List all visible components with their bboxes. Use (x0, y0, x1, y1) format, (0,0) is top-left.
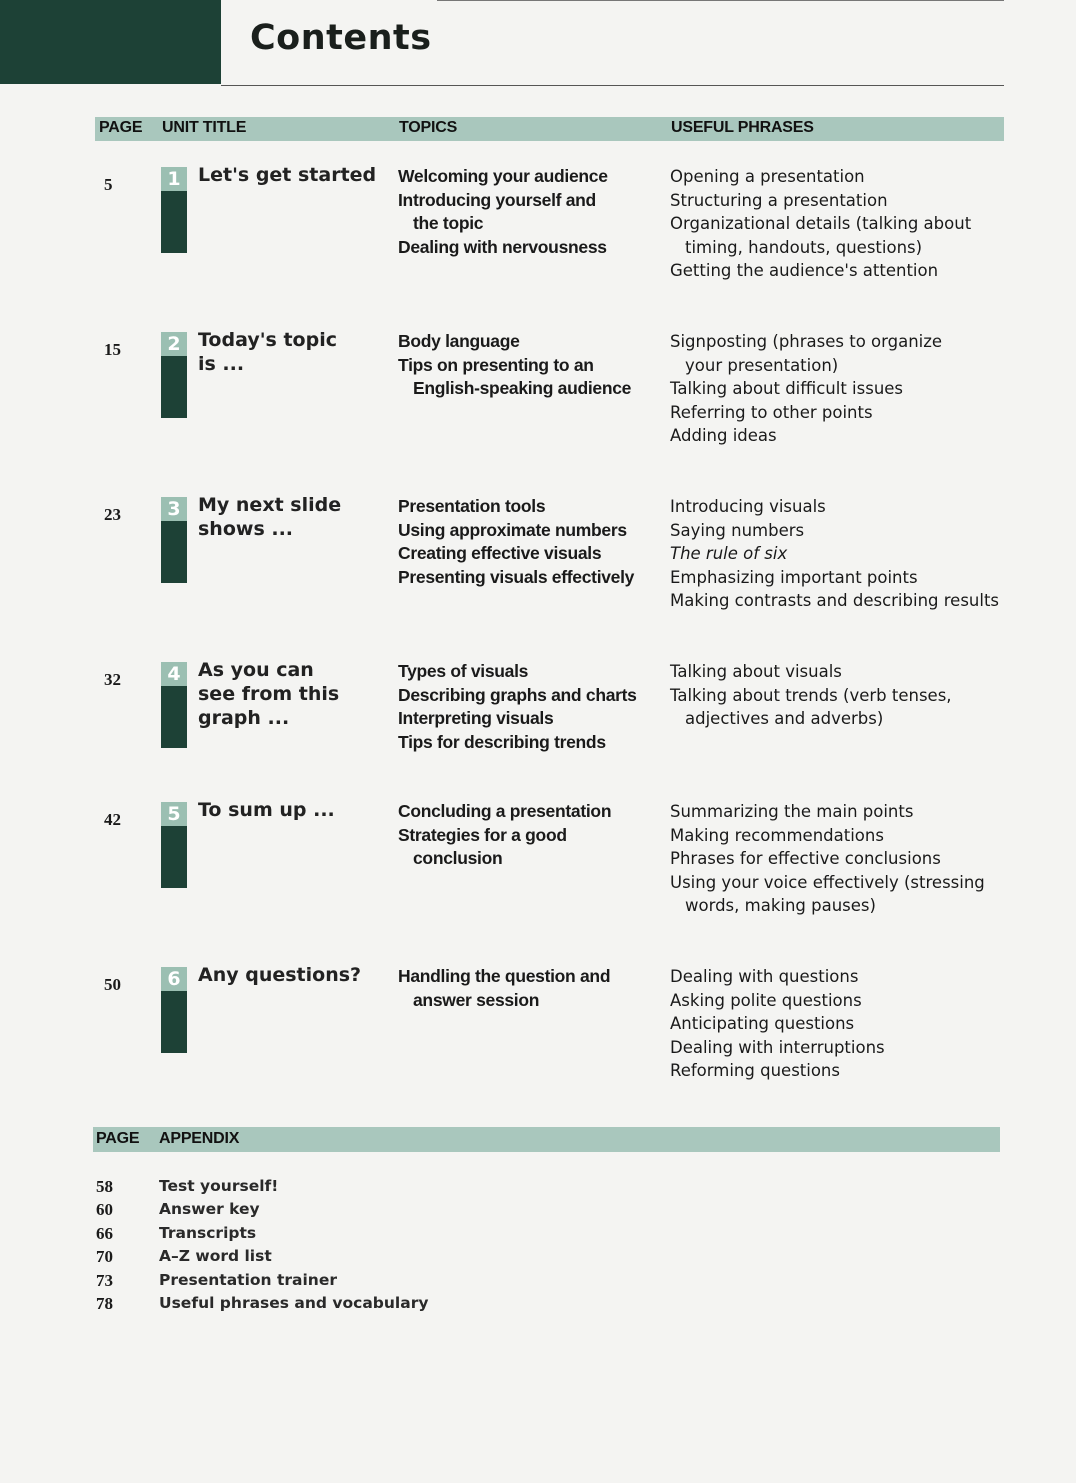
topic-item: Strategies for a good (398, 824, 567, 845)
unit-phrases (670, 165, 971, 283)
phrase-item: Structuring a presentation (670, 190, 888, 210)
phrase-item: The rule of six (670, 544, 788, 563)
unit-number-badge: 3 (161, 497, 187, 521)
phrase-item: Phrases for effective conclusions (670, 849, 941, 868)
topic-item: Tips for describing trends (398, 731, 606, 752)
topic-item: Describing graphs and charts (398, 684, 637, 705)
phrase-item: Summarizing the main points (670, 802, 914, 821)
appendix-page-number: 58 (96, 1177, 113, 1196)
top-rule (437, 0, 1004, 1)
topic-item: Welcoming your audience (398, 166, 608, 186)
unit-number-badge: 5 (161, 802, 187, 826)
unit-topics (398, 660, 637, 754)
unit-phrases (670, 800, 985, 918)
phrase-item: Referring to other points (670, 402, 873, 422)
unit-page-number[interactable]: 23 (104, 505, 121, 524)
phrase-item: Talking about trends (verb tenses, (670, 685, 952, 705)
appendix-title: Test yourself! (159, 1177, 279, 1195)
topic-item: Creating effective visuals (398, 543, 602, 563)
appendix-header-title: APPENDIX (159, 1130, 240, 1147)
unit-phrases (670, 660, 952, 731)
topic-item: Using approximate numbers (398, 519, 627, 540)
header-useful-phrases: USEFUL PHRASES (671, 119, 814, 136)
unit-page-number[interactable]: 15 (104, 340, 121, 359)
phrase-item: Getting the audience's attention (670, 261, 939, 280)
topic-item: conclusion (413, 848, 503, 868)
appendix-title: Transcripts (159, 1224, 257, 1242)
phrase-item: Emphasizing important points (670, 567, 918, 587)
unit-title[interactable]: Today's topic is ... (198, 329, 337, 375)
unit-page-number[interactable]: 42 (104, 810, 121, 829)
topic-item: Body language (398, 331, 520, 351)
phrase-item: words, making pauses) (685, 896, 876, 915)
unit-topics (398, 495, 634, 589)
topic-item: Presentation tools (398, 496, 546, 516)
phrase-item: Adding ideas (670, 426, 777, 445)
unit-title[interactable]: As you can see from this graph ... (198, 659, 340, 729)
appendix-title: Answer key (159, 1200, 260, 1218)
topic-item: answer session (413, 989, 540, 1010)
topic-item: Introducing yourself and (398, 189, 596, 210)
phrase-item: Making contrasts and describing results (670, 591, 1000, 610)
header-page: PAGE (99, 119, 143, 136)
topic-item: Tips on presenting to an (398, 354, 594, 375)
appendix-header-page: PAGE (96, 1130, 140, 1147)
topic-item: English-speaking audience (413, 378, 632, 398)
page-title: Contents (250, 18, 432, 58)
appendix-page-number: 78 (96, 1294, 113, 1313)
unit-number-badge: 2 (161, 332, 187, 356)
phrase-item: Dealing with questions (670, 967, 859, 986)
unit-phrases (670, 495, 999, 613)
unit-title[interactable]: My next slide shows ... (198, 494, 342, 540)
appendix-title: Useful phrases and vocabulary (159, 1294, 429, 1312)
topic-item: Types of visuals (398, 661, 529, 681)
unit-number-badge: 1 (161, 167, 187, 191)
phrase-item: Introducing visuals (670, 497, 826, 516)
appendix-item[interactable] (0, 1294, 1076, 1317)
phrase-item: adjectives and adverbs) (685, 709, 884, 728)
appendix-page-number: 70 (96, 1247, 113, 1266)
phrase-item: Talking about visuals (670, 662, 842, 681)
phrase-item: Reforming questions (670, 1061, 840, 1080)
appendix-page-number: 66 (96, 1224, 113, 1243)
phrase-item: timing, handouts, questions) (685, 237, 923, 257)
unit-number-badge: 4 (161, 662, 187, 686)
appendix-item[interactable] (0, 1247, 1076, 1270)
appendix-item[interactable] (0, 1177, 1076, 1200)
appendix-item[interactable] (0, 1271, 1076, 1294)
unit-topics (398, 165, 608, 259)
unit-title[interactable]: Let's get started (198, 164, 377, 186)
header-unit-title: UNIT TITLE (162, 119, 247, 136)
unit-topics (398, 800, 611, 871)
phrase-item: Opening a presentation (670, 167, 865, 186)
appendix-page-number: 73 (96, 1271, 113, 1290)
phrase-item: Organizational details (talking about (670, 214, 972, 233)
phrase-item: Anticipating questions (670, 1014, 855, 1033)
unit-phrases (670, 965, 885, 1083)
phrase-item: Saying numbers (670, 520, 805, 540)
unit-phrases (670, 330, 942, 448)
topic-item: Handling the question and (398, 966, 611, 986)
appendix-item[interactable] (0, 1200, 1076, 1223)
topic-item: Concluding a presentation (398, 801, 612, 821)
topic-item: Presenting visuals effectively (398, 566, 635, 587)
unit-title[interactable]: To sum up ... (198, 799, 335, 821)
topic-item: the topic (413, 213, 484, 233)
appendix-title: A–Z word list (159, 1247, 272, 1265)
phrase-item: Using your voice effectively (stressing (670, 872, 985, 892)
topic-item: Interpreting visuals (398, 708, 554, 728)
phrase-item: your presentation) (685, 355, 839, 375)
corner-block (0, 0, 221, 84)
unit-number-badge: 6 (161, 967, 187, 991)
title-rule (221, 85, 1004, 86)
unit-topics (398, 965, 610, 1012)
phrase-item: Making recommendations (670, 825, 884, 845)
unit-topics (398, 330, 631, 401)
appendix-page-number: 60 (96, 1200, 113, 1219)
unit-page-number[interactable]: 50 (104, 975, 121, 994)
appendix-title: Presentation trainer (159, 1271, 337, 1289)
appendix-item[interactable] (0, 1224, 1076, 1247)
unit-page-number[interactable]: 5 (104, 175, 113, 194)
header-topics: TOPICS (399, 119, 458, 136)
phrase-item: Asking polite questions (670, 990, 862, 1010)
phrase-item: Talking about difficult issues (670, 379, 904, 398)
unit-page-number[interactable]: 32 (104, 670, 121, 689)
unit-title[interactable]: Any questions? (198, 964, 362, 986)
phrase-item: Signposting (phrases to organize (670, 332, 943, 351)
topic-item: Dealing with nervousness (398, 236, 607, 257)
phrase-item: Dealing with interruptions (670, 1037, 885, 1057)
